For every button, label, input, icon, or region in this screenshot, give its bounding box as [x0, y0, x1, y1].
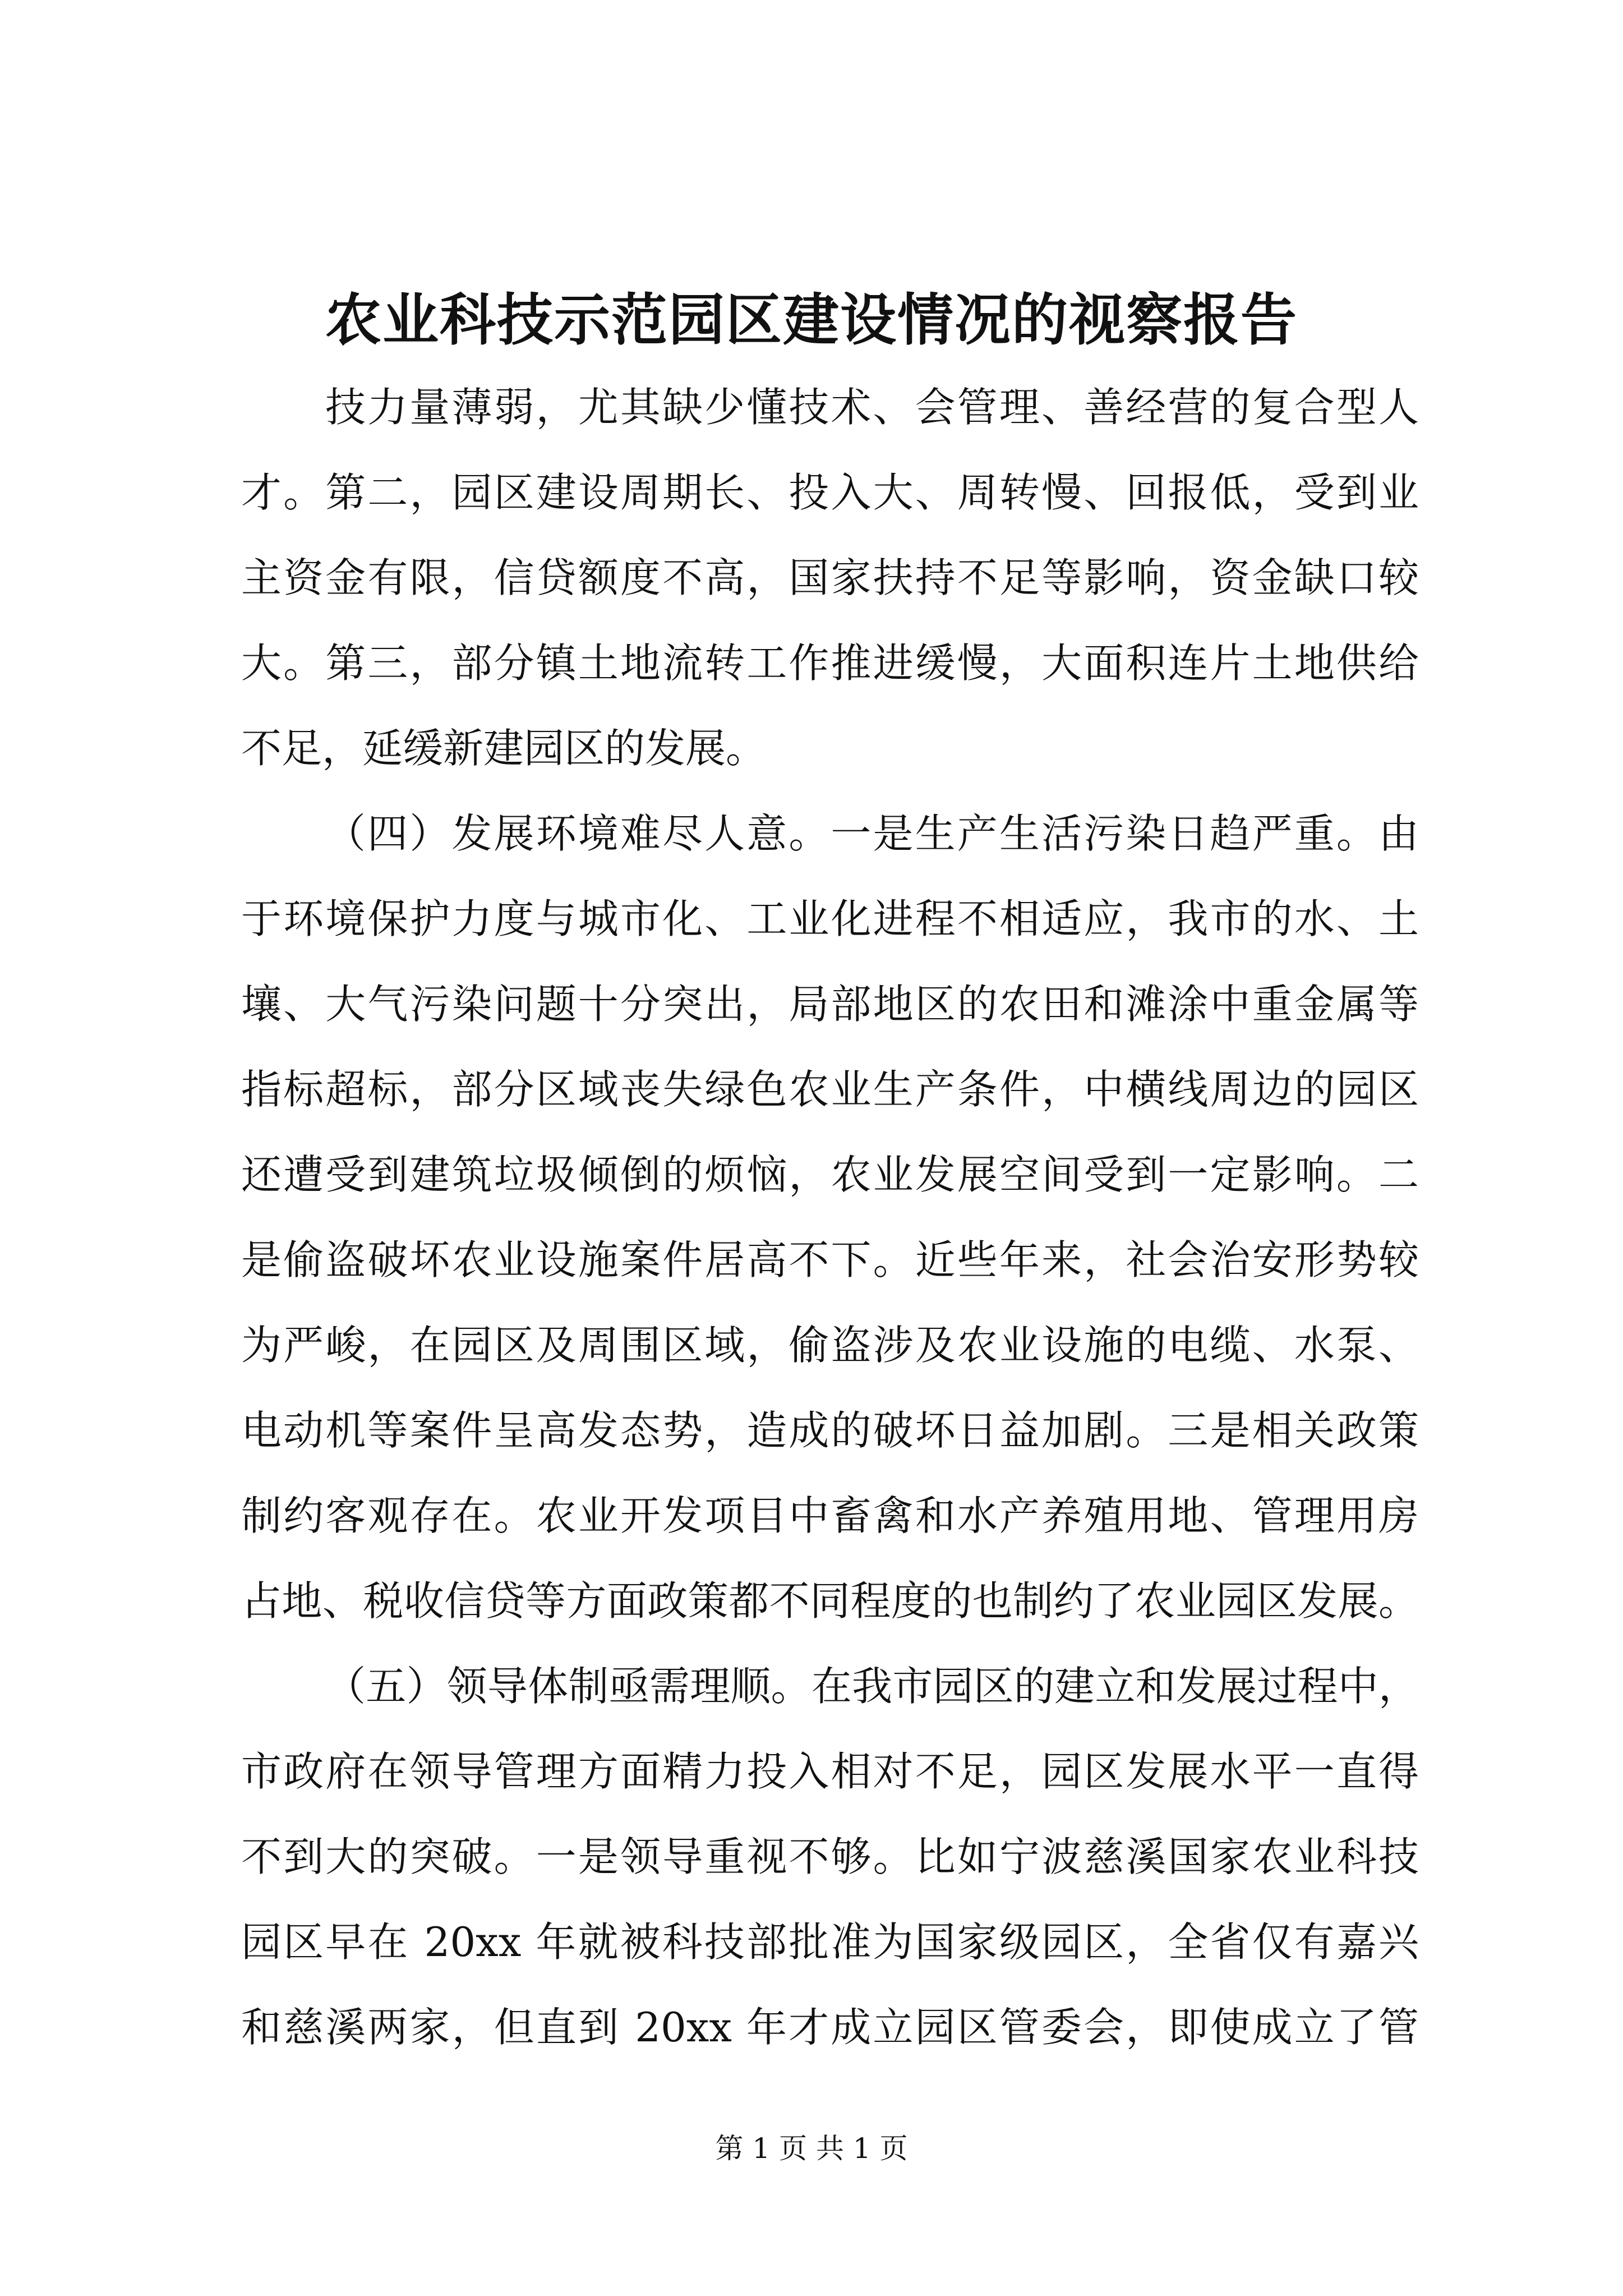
paragraph-line: 不足，延缓新建园区的发展。: [241, 725, 767, 772]
paragraph-line: 指标超标，部分区域丧失绿色农业生产条件，中横线周边的园区: [241, 1066, 1419, 1113]
paragraph-line: 市政府在领导管理方面精力投入相对不足，园区发展水平一直得: [241, 1748, 1419, 1795]
page-footer: 第 1 页 共 1 页: [715, 2132, 908, 2165]
paragraph-line: 制约客观存在。农业开发项目中畜禽和水产养殖用地、管理用房: [241, 1492, 1419, 1539]
paragraph-line: 大。第三，部分镇土地流转工作推进缓慢，大面积连片土地供给: [241, 639, 1419, 687]
paragraph-line: 主资金有限，信贷额度不高，国家扶持不足等影响，资金缺口较: [241, 554, 1419, 601]
document-title: 农业科技示范园区建设情况的视察报告: [325, 287, 1298, 353]
paragraph-line: 壤、大气污染问题十分突出，局部地区的农田和滩涂中重金属等: [241, 981, 1419, 1028]
paragraph-line: 是偷盗破坏农业设施案件居高不下。近些年来，社会治安形势较: [241, 1236, 1419, 1283]
paragraph-line: 为严峻，在园区及周围区域，偷盗涉及农业设施的电缆、水泵、: [241, 1322, 1419, 1369]
paragraph-line: （四）发展环境难尽人意。一是生产生活污染日趋严重。由: [325, 810, 1419, 857]
paragraph-line: 和慈溪两家，但直到 20xx 年才成立园区管委会，即使成立了管: [241, 2004, 1419, 2051]
paragraph-line: 于环境保护力度与城市化、工业化进程不相适应，我市的水、土: [241, 895, 1419, 942]
paragraph-line: 园区早在 20xx 年就被科技部批准为国家级园区，全省仅有嘉兴: [241, 1918, 1419, 1966]
document-body: [241, 365, 1419, 2070]
paragraph-line: 技力量薄弱，尤其缺少懂技术、会管理、善经营的复合型人: [325, 384, 1419, 431]
paragraph-line: 还遭受到建筑垃圾倾倒的烦恼，农业发展空间受到一定影响。二: [241, 1151, 1419, 1198]
paragraph-line: 电动机等案件呈高发态势，造成的破坏日益加剧。三是相关政策: [241, 1407, 1419, 1454]
paragraph-line: 才。第二，园区建设周期长、投入大、周转慢、回报低，受到业: [241, 469, 1419, 516]
paragraph-line: （五）领导体制亟需理顺。在我市园区的建立和发展过程中，: [325, 1663, 1419, 1710]
paragraph-line: 不到大的突破。一是领导重视不够。比如宁波慈溪国家农业科技: [241, 1833, 1419, 1880]
paragraph-line: 占地、税收信贷等方面政策都不同程度的也制约了农业园区发展。: [241, 1577, 1419, 1625]
